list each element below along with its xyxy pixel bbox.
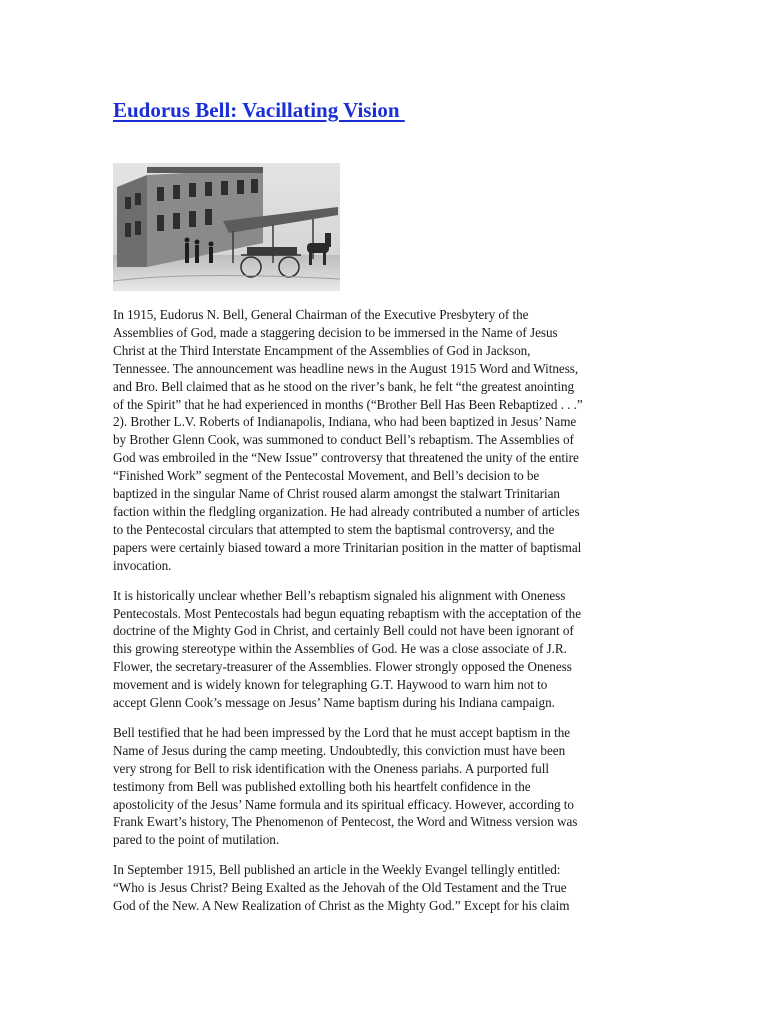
historic-building-photo-icon [113,163,340,291]
paragraph-4: In September 1915, Bell published an article in the Weekly Evangel tellingly entitled: “Who is Jesus Christ? Being Exalted as the Jehovah of the Old Testament and the True God of the New. A New Realization of Christ as the Mighty God.” Except for his claim [113,862,570,914]
article-title-link[interactable]: Eudorus Bell: Vacillating Vision [113,98,405,122]
paragraph-1: In 1915, Eudorus N. Bell, General Chairman of the Executive Presbytery of the Assemblies of God, made a staggering decision to be immersed in the Name of Jesus Christ at the Third Interstate Encampment of the Assemblies of God in Jackson, Tennessee. The announcement was headline news in the August 1915 Word and Witness, and Bro. Bell claimed that as he stood on the river’s bank, he felt “the greatest anointing of the Spirit” that he had experienced in months (“Brother Bell Has Been Rebaptized . . .” 2). Brother L.V. Roberts of Indianapolis, Indiana, who had been baptized in Jesus’ Name by Brother Glenn Cook, was summoned to conduct Bell’s rebaptism. The Assemblies of God was embroiled in the “New Issue” controversy that threatened the unity of the entire “Finished Work” segment of the Pentecostal Movement, and Bell’s decision to be baptized in the singular Name of Christ roused alarm amongst the stalwart Trinitarian faction within the fledgling organization. He had already contributed a number of articles to the Pentecostal circulars that attempted to stem the baptismal controversy, and the papers were certainly biased toward a more Trinitarian position in the matter of baptismal invocation. [113,307,583,573]
document-page [113,0,658,1024]
article-body [113,306,658,927]
paragraph-3: Bell testified that he had been impressed by the Lord that he must accept baptism in the Name of Jesus during the camp meeting. Undoubtedly, this conviction must have been very strong for Bell to risk identification with the Oneness pariahs. A purported full testimony from Bell was published extolling both his heartfelt confidence in the apostolicity of the Jesus’ Name formula and its spiritual efficacy. However, according to Frank Ewart’s history, The Phenomenon of Pentecost, the Word and Witness version was pared to the point of mutilation. [113,724,578,848]
paragraph-2: It is historically unclear whether Bell’s rebaptism signaled his alignment with Oneness Pentecostals. Most Pentecostals had begun equating rebaptism with the acceptation of the doctrine of the Mighty God in Christ, and certainly Bell could not have been ignorant of this growing stereotype within the Assemblies of God. He was a close associate of J.R. Flower, the secretary-treasurer of the Assemblies. Flower strongly opposed the Oneness movement and is widely known for telegraphing G.T. Haywood to warn him not to accept Glenn Cook’s message on Jesus’ Name baptism during his Indiana campaign. [113,587,582,711]
